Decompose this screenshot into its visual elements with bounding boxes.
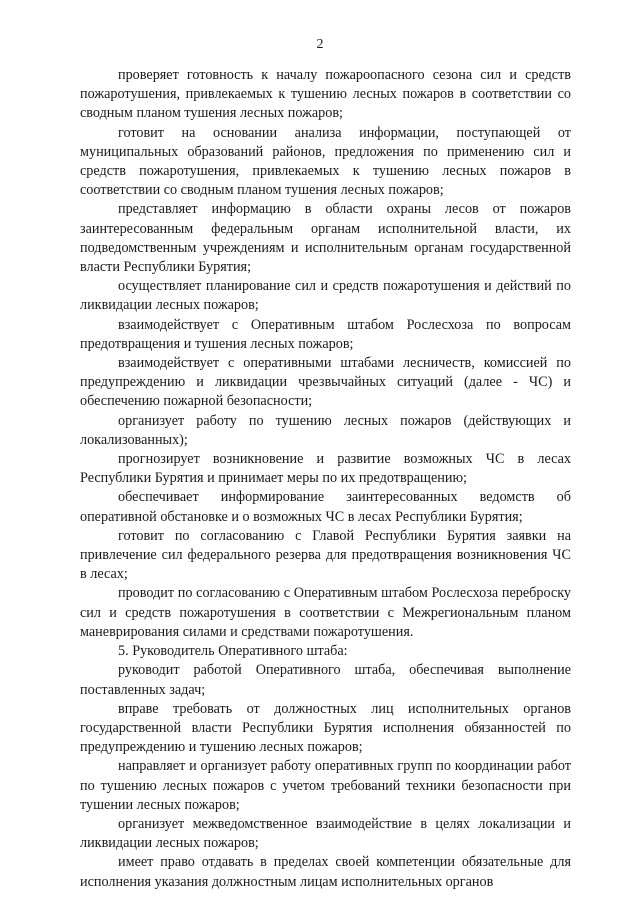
paragraph: проверяет готовность к началу пожароопасного сезона сил и средств пожаротушения, привлекаемых к тушению лесных пожаров в соответствии со сводным планом тушения лесных пожаров; [80,67,571,122]
document-body [80,66,571,892]
paragraph: обеспечивает информирование заинтересованных ведомств об оперативной обстановке и о возможных ЧС в лесах Республики Бурятия; [80,489,571,525]
paragraph: проводит по согласованию с Оперативным штабом Рослесхоза переброску сил и средств пожаротушения в соответствии с Межрегиональным планом маневрирования силами и средствами пожаротушения. [80,585,571,640]
paragraph: осуществляет планирование сил и средств пожаротушения и действий по ликвидации лесных пожаров; [80,278,571,314]
paragraph: представляет информацию в области охраны лесов от пожаров заинтересованным федеральным органам исполнительной власти, их подведомственным учреждениям и исполнительным органам государственной власти Республики Бурятия; [80,201,571,276]
paragraph: взаимодействует с оперативными штабами лесничеств, комиссией по предупреждению и ликвидации чрезвычайных ситуаций (далее - ЧС) и обеспечению пожарной безопасности; [80,355,571,410]
paragraph: готовит по согласованию с Главой Республики Бурятия заявки на привлечение сил федерального резерва для предотвращения возникновения ЧС в лесах; [80,527,571,583]
paragraph: взаимодействует с Оперативным штабом Рослесхоза по вопросам предотвращения и тушения лесных пожаров; [80,316,571,352]
paragraph: организует работу по тушению лесных пожаров (действующих и локализованных); [80,412,571,448]
paragraph: готовит на основании анализа информации, поступающей от муниципальных образований районов, предложения по применению сил и средств пожаротушения, привлекаемых к тушению лесных пожаров в соответствии со сводным планом тушения лесных пожаров; [80,124,571,199]
paragraph: имеет право отдавать в пределах своей компетенции обязательные для исполнения указания должностным лицам исполнительных органов [80,854,571,890]
section-heading: 5. Руководитель Оперативного штаба: [118,643,348,660]
page-number: 2 [316,37,324,52]
paragraph: вправе требовать от должностных лиц исполнительных органов государственной власти Республики Бурятия исполнения обязанностей по предупреждению и тушению лесных пожаров; [80,700,571,756]
paragraph: прогнозирует возникновение и развитие возможных ЧС в лесах Республики Бурятия и принимает меры по их предотвращению; [80,451,571,487]
paragraph: организует межведомственное взаимодействие в целях локализации и ликвидации лесных пожаров; [80,815,571,852]
paragraph: руководит работой Оперативного штаба, обеспечивая выполнение поставленных задач; [80,662,571,698]
paragraph: направляет и организует работу оперативных групп по координации работ по тушению лесных пожаров с учетом требований техники безопасности при тушении лесных пожаров; [80,758,571,813]
